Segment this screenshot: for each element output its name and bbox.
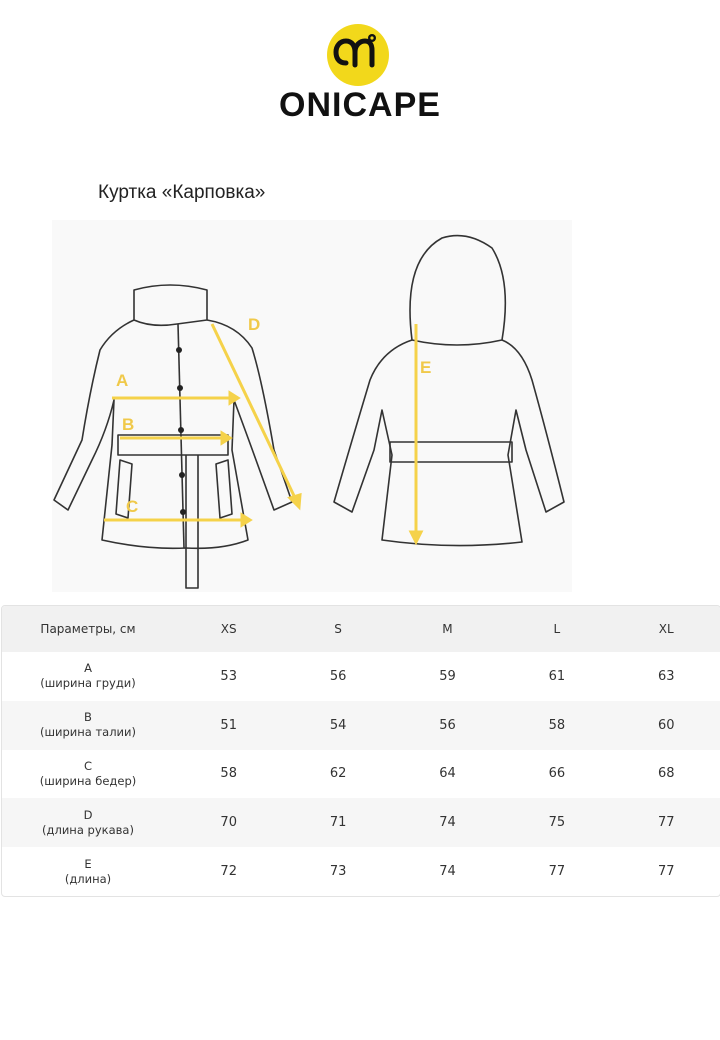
logo-mark	[327, 24, 389, 86]
table-row	[2, 847, 720, 896]
value-cell: 64	[439, 766, 456, 782]
table-row	[2, 750, 720, 799]
param-code: D	[83, 807, 93, 822]
label-a: A	[116, 371, 129, 390]
value-cell: 74	[439, 864, 456, 880]
value-cell: 56	[439, 717, 456, 733]
value-cell: 72	[220, 864, 237, 880]
param-cell	[2, 759, 174, 789]
table-row	[2, 701, 720, 750]
value-cell: 71	[329, 815, 347, 831]
label-e: E	[420, 358, 432, 377]
param-cell	[2, 710, 174, 740]
param-desc: (длина рукава)	[42, 822, 134, 837]
table-header-row	[2, 606, 720, 652]
value-cell: 75	[548, 815, 566, 831]
param-cell	[2, 661, 174, 691]
value-cell: 58	[548, 717, 566, 733]
logo-glyph-icon	[327, 24, 389, 86]
brand-logo	[0, 24, 720, 124]
value-cell: 66	[548, 766, 566, 782]
label-c: C	[126, 497, 139, 516]
value-cell: 70	[220, 815, 237, 831]
value-cell: 77	[548, 864, 566, 880]
value-cell: 56	[329, 668, 347, 684]
product-title: Куртка «Карповка»	[98, 182, 266, 203]
param-code: C	[83, 758, 93, 773]
param-code: A	[84, 661, 92, 676]
param-code: B	[84, 710, 92, 725]
value-cell: 60	[657, 717, 675, 733]
value-cell: 51	[220, 717, 237, 733]
value-cell: 58	[220, 766, 237, 782]
value-cell: 53	[220, 668, 237, 684]
param-cell	[2, 857, 174, 887]
header-size-m: M	[442, 622, 453, 636]
label-d: D	[248, 315, 261, 334]
header-param: Параметры, см	[40, 621, 136, 636]
label-b: B	[122, 415, 135, 434]
table-row	[2, 652, 720, 701]
param-code: E	[84, 856, 92, 871]
param-cell	[2, 808, 174, 838]
param-desc: (ширина талии)	[39, 725, 136, 740]
value-cell: 59	[439, 668, 456, 684]
value-cell: 77	[657, 864, 675, 880]
size-chart-table	[1, 605, 720, 897]
value-cell: 77	[657, 815, 675, 831]
logo-wordmark: ONICAPE	[279, 86, 441, 124]
value-cell: 63	[657, 668, 675, 684]
header-size-xs: XS	[220, 622, 237, 636]
param-desc: (длина)	[64, 871, 112, 886]
header-size-l: L	[553, 622, 561, 636]
param-desc: (ширина бедер)	[39, 773, 137, 788]
param-desc: (ширина груди)	[40, 676, 136, 691]
value-cell: 68	[657, 766, 675, 782]
header-size-xl: XL	[658, 622, 674, 636]
value-cell: 61	[548, 668, 566, 684]
value-cell: 62	[329, 766, 347, 782]
value-cell: 74	[439, 815, 456, 831]
value-cell: 54	[329, 717, 347, 733]
value-cell: 73	[329, 864, 347, 880]
table-row	[2, 798, 720, 847]
header-size-s: S	[334, 622, 342, 636]
jacket-diagram	[52, 220, 572, 592]
